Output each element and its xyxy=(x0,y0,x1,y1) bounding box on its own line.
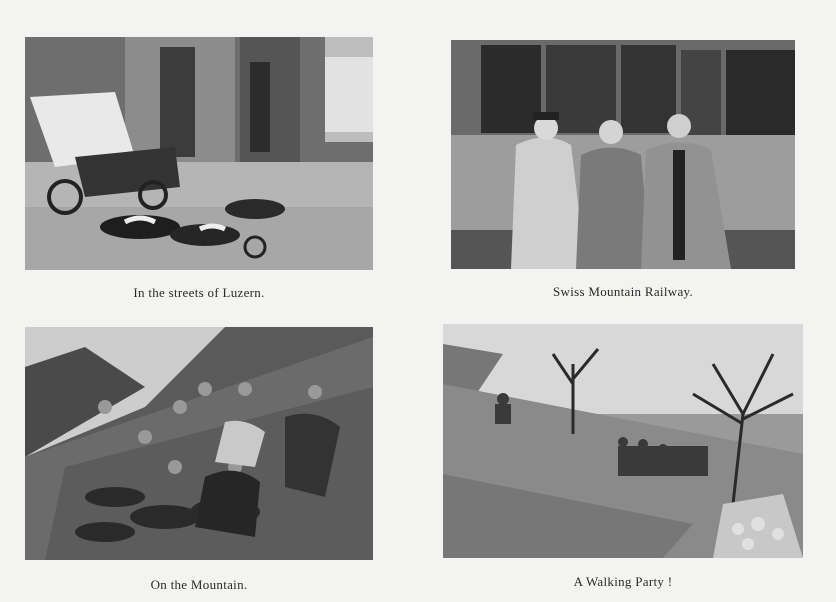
photo-mountain-railway xyxy=(451,40,795,269)
photo-street-dog-cart xyxy=(25,37,373,270)
photo-on-the-mountain xyxy=(25,327,373,560)
photo-caption: A Walking Party ! xyxy=(573,574,673,589)
photo-walking-party xyxy=(443,324,803,558)
photo-caption: Swiss Mountain Railway. xyxy=(552,284,694,299)
photo-caption: In the streets of Luzern. xyxy=(133,285,265,300)
photo-caption: On the Mountain. xyxy=(150,577,248,592)
